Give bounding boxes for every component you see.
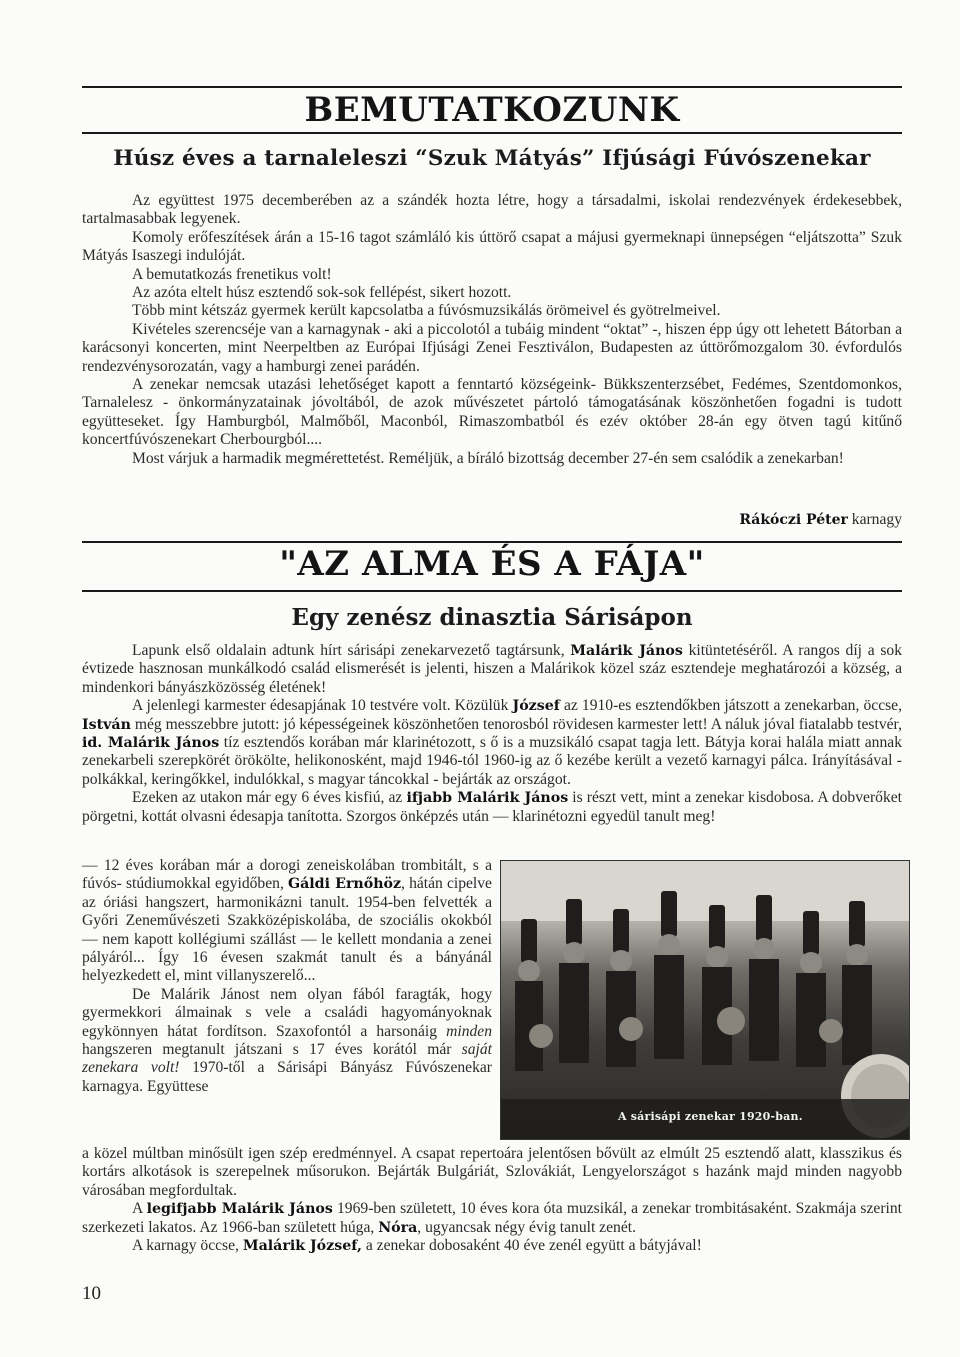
text-run: 1970-től a Sárisápi Bányász Fúvószenekar karnagya. Együttese: [82, 1059, 492, 1095]
text-run: 1969-ben született, 10 éves kora óta muzsikál, a zenekar trombitásaként. Szakmája szerint szerkezeti lakatos. Az 1966-ban született húga,: [82, 1200, 902, 1236]
text-run: , hátán cipelve az óriási hangszert, harmonikázni tanult. 1954-ben felvették a Győri Zeneművészeti Szakközépiskolába, de szociális okokból — nem kapott kollégiumi szállást — le kellett mondania a zenei pályáról... Így 16 évesen szakmát tanult és a bányánál helyezkedett el, mint villanyszerelő...: [82, 875, 492, 985]
article2-paragraph: [82, 697, 902, 789]
section-divider-rule: [82, 541, 902, 543]
band-photo-illustration: [501, 861, 909, 1139]
article2-paragraph: [82, 857, 492, 986]
text-run: az 1910-es esztendőkben játszott a zenekarban, öccse,: [559, 697, 902, 715]
text-run: hangszeren megtanult játszani s 17 éves korától már: [82, 1041, 462, 1059]
person-name: Malárik János: [570, 643, 683, 659]
band-photo: [500, 860, 910, 1140]
article1-paragraph: Komoly erőfeszítések árán a 15-16 tagot számláló kis úttörő csapat a májusi gyermeknapi ünnepségen “eljátszotta” Szuk Mátyás Isaszegi indulóját.: [82, 228, 902, 265]
photo-caption: A sárisápi zenekar 1920-ban.: [618, 1110, 803, 1123]
author-name: Rákóczi Péter: [739, 512, 848, 528]
emphasis: saját zenekara volt!: [82, 1041, 492, 1077]
text-run: Lapunk első oldalain adtunk hírt sárisápi zenekarvezető tagtársunk,: [132, 642, 571, 659]
text-run: is részt vett, mint a zenekar kisdobosa. A dobverőket pörgetni, kottát olvasni édesapja tanította. Szorgos önképzés után — klarinétozni egyedül tanult meg!: [82, 789, 902, 825]
section-header-bemutatkozunk: BEMUTATKOZUNK: [304, 90, 680, 130]
person-name: István: [82, 716, 131, 733]
article1-body: [82, 192, 902, 468]
article2-body-top: [82, 642, 902, 826]
article1-title: Húsz éves a tarnaleleszi “Szuk Mátyás” Ifjúsági Fúvószenekar: [113, 146, 871, 171]
article2-paragraph: [82, 1200, 902, 1237]
article1-paragraph: A zenekar nemcsak utazási lehetőséget kapott a fenntartó községeink- Bükkszenterzsébet, Fedémes, Szentdomonkos, Tarnalelesz - önkormányzatainak jóvoltából, de azok művészetet pártoló támogatásának köszönhetően fogadni is tudott együtteseket. Így Hamburgból, Malmőből, Maconból, Rimaszombatból és ezév október 28-án egy ötven tagú kitűnő koncertfúvószenekart Cherbourgból....: [82, 376, 902, 449]
person-name: Nóra: [378, 1219, 418, 1236]
article2-subtitle: Egy zenész dinasztia Sárisápon: [291, 604, 693, 631]
text-run: Ezeken az utakon már egy 6 éves kisfiú, az: [132, 789, 407, 807]
text-run: kitüntetéséről. A rangos díj a sok évtizede hasznosan munkálkodó család elismerését is jelenti, hiszen a Malárikok közel száz esztendeje meghatározói a község, a mindenkori bányászközösség életének!: [82, 642, 902, 696]
article2-body-bottom: [82, 1145, 902, 1255]
author-role: karnagy: [851, 511, 902, 528]
article2-paragraph: [82, 986, 492, 1096]
person-name: legifjabb Malárik János: [146, 1201, 333, 1218]
person-name: Gáldi Ernőhöz: [287, 876, 402, 893]
text-run: A jelenlegi karmester édesapjának 10 testvére volt. Közülük: [132, 697, 513, 715]
person-name: Malárik József,: [242, 1238, 362, 1255]
article2-paragraph: [82, 642, 902, 697]
text-run: még messzebbre jutott: jó képességeinek köszönhetően tenorosból rövidesen karmester lett! A náluk jóval fiatalabb testvér,: [130, 715, 902, 733]
article1-paragraph: Több mint kétszáz gyermek került kapcsolatba a fúvósmuzsikálás örömeivel és gyötrelmeivel.: [132, 302, 721, 320]
text-run: tíz esztendős korában már klarinétozott, s ő is a muzsikáló csapat tagja lett. Bátyja korai halála miatt annak zenekarbeli szerepkörét örökölte, helikonosként, majd 1946-tól 1960-ig az ő kezébe került a vezető karnagyi pálca. Irányításával - polkákkal, keringőkkel, indulókkal, s magyar táncokkal - bejárták az országot.: [82, 734, 902, 788]
article2-paragraph: [82, 1145, 902, 1200]
author-signature: [739, 511, 902, 529]
page-number: 10: [82, 1283, 101, 1304]
text-run: a zenekar dobosaként 40 éve zenél együtt a bátyjával!: [361, 1237, 702, 1255]
header-rule: [82, 132, 902, 134]
article1-paragraph: Az azóta eltelt húsz esztendő sok-sok fellépést, sikert hozott.: [132, 284, 512, 302]
person-name: ifjabb Malárik János: [406, 790, 569, 807]
text-run: A karnagy öccse,: [132, 1237, 243, 1255]
text-run: De Malárik Jánost nem olyan fából faragták, hogy gyermekkori álmainak s vele a családi hagyományoknak egykönnyen hátat fordítson. Szaxofontól a harsonáig: [82, 985, 492, 1040]
person-name: id. Malárik János: [82, 735, 220, 752]
article1-paragraph: Kivételes szerencséje van a karnagynak - aki a piccolotól a tubáig mindent “oktat” -, hiszen épp úgy ott lehetett Bátorban a karácsonyi koncerten, mint Neerpeltben az Európai Ifjúsági Zenei Fesztiválon, Budapesten az úttörőmozgalom 30. évfordulós rendezvénysorozatán, vagy a hamburgi zenei parádén.: [82, 320, 902, 375]
person-name: József: [512, 698, 560, 715]
article1-paragraph: Most várjuk a harmadik megmérettetést. Reméljük, a bíráló bizottság december 27-én sem csalódik a zenekarban!: [132, 449, 844, 467]
text-run: , ugyancsak négy évig tanult zenét.: [417, 1218, 636, 1236]
article2-paragraph: [82, 1237, 902, 1255]
article1-paragraph: Az együttest 1975 decemberében az a szándék hozta létre, hogy a társadalmi, iskolai rendezvények érdekesebbek, tartalmasabbak legyenek.: [82, 192, 902, 228]
top-rule: [82, 86, 902, 88]
article2-header: "AZ ALMA ÉS A FÁJA": [279, 544, 705, 584]
emphasis: minden: [446, 1022, 492, 1040]
text-run: — 12 éves korában már a dorogi zeneiskolában trombitált, s a fúvós- stúdiumokkal egyidőben,: [82, 857, 492, 893]
article1-paragraph: A bemutatkozás frenetikus volt!: [132, 265, 332, 283]
article2-header-rule: [82, 590, 902, 592]
article2-paragraph: [82, 789, 902, 826]
article2-body-column: [82, 857, 492, 1096]
text-run: a közel múltban minősült igen szép eredménnyel. A csapat repertoára jelentősen bővült az elmúlt 25 esztendő alatt, klasszikus és kortárs alkotások is szerepelnek műsorukon. Bejárták Bulgáriát, Szlovákiát, Lengyelországot s hazánk majd minden nagyobb városában megfordultak.: [82, 1145, 902, 1199]
text-run: A: [132, 1200, 147, 1218]
